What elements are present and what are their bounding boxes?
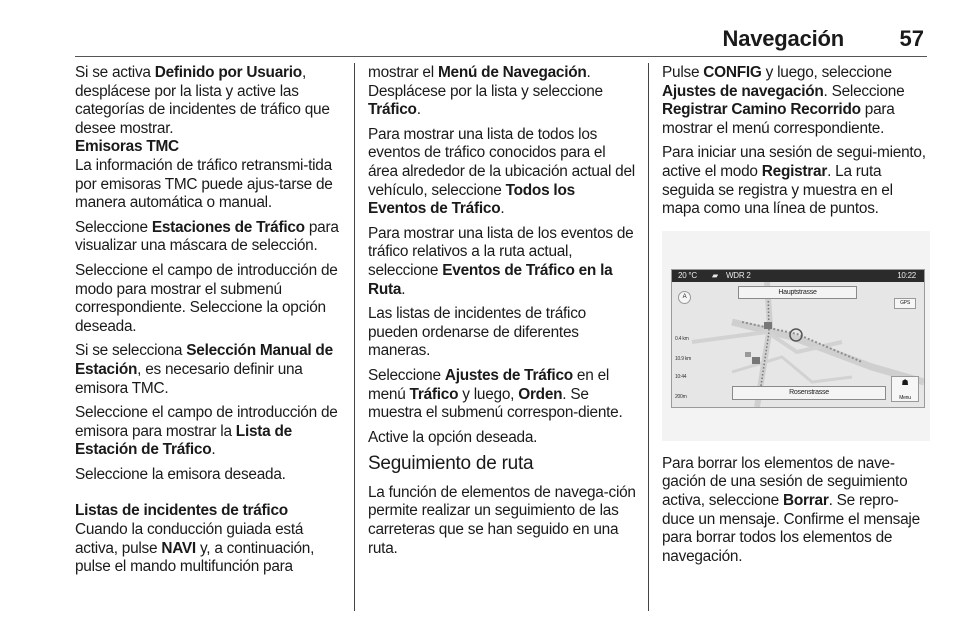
column-2 [368, 64, 636, 564]
paragraph: Cuando la conducción guiada está activa, pulse NAVI y, a continuación, pulse el mando multifunción para [75, 521, 315, 576]
menu-label: Menu [899, 394, 911, 401]
paragraph: Active la opción deseada. [368, 428, 538, 446]
arrival-time: 10:44 [675, 373, 687, 380]
gps-button[interactable]: GPS [894, 298, 916, 309]
map-scale: 200m [675, 393, 687, 400]
menu-button[interactable] [891, 376, 919, 402]
subheading-tmc: Emisoras TMC [75, 138, 179, 156]
paragraph: Para iniciar una sesión de segui-miento, active el modo Registrar. La ruta seguida se registra y muestra en el mapa como una línea de puntos. [662, 144, 926, 218]
paragraph: Seleccione la emisora deseada. [75, 465, 286, 483]
temperature: 20 °C [678, 270, 697, 280]
paragraph: Seleccione Estaciones de Tráfico para visualizar una máscara de selección. [75, 218, 339, 255]
navigation-screen [671, 269, 925, 408]
clock: 10:22 [897, 270, 916, 280]
column-1 [75, 64, 347, 583]
navigation-screen-figure [662, 231, 930, 441]
header-divider [75, 56, 927, 57]
paragraph: La información de tráfico retransmi-tida por emisoras TMC puede ajus-tarse de manera automática o manual. [75, 156, 333, 212]
paragraph: Para mostrar una lista de los eventos de tráfico relativos a la ruta actual, seleccione Eventos de Tráfico en la Ruta. [368, 224, 634, 298]
paragraph: Si se activa Definido por Usuario, desplácese por la lista y active las categorías de incidentes de tráfico que desee mostrar. [75, 64, 330, 137]
paragraph: Seleccione el campo de introducción de modo para mostrar el submenú correspondiente. Seleccione la opción deseada. [75, 261, 338, 335]
page-number: 57 [899, 26, 924, 51]
paragraph: La función de elementos de navega-ción permite realizar un seguimiento de las carreteras que se han seguido en una ruta. [368, 483, 636, 557]
paragraph: Para mostrar una lista de todos los eventos de tráfico conocidos para el área alrededor de la ubicación actual del vehículo, seleccione Todos los Eventos de Tráfico. [368, 125, 635, 218]
station-name: WDR 2 [726, 270, 751, 280]
page-header [0, 0, 960, 56]
subheading-traffic-lists: Listas de incidentes de tráfico [75, 502, 288, 520]
status-bar [672, 270, 924, 282]
next-street: Rosenstrasse [732, 386, 886, 400]
column-divider [648, 63, 649, 611]
paragraph: Seleccione Ajustes de Tráfico en el menú Tráfico y luego, Orden. Se muestra el submenú correspon-diente. [368, 366, 623, 422]
menu-icon: ☗ [901, 377, 909, 387]
column-divider [354, 63, 355, 611]
current-street: Hauptstrasse [738, 286, 857, 299]
heading-route-tracking: Seguimiento de ruta [368, 453, 534, 475]
paragraph: Pulse CONFIG y luego, seleccione Ajustes de navegación. Seleccione Registrar Camino Recorrido para mostrar el menú correspondiente. [662, 64, 905, 137]
distance-2: 10.9 km [675, 355, 692, 362]
paragraph: Si se selecciona Selección Manual de Estación, es necesario definir una emisora TMC. [75, 342, 333, 397]
radio-icon: ▰ [712, 270, 718, 280]
section-title: Navegación [722, 26, 844, 51]
paragraph: Las listas de incidentes de tráfico pueden ordenarse de diferentes maneras. [368, 305, 586, 360]
zoom-button[interactable]: A [678, 291, 691, 304]
distance-1: 0.4 km [675, 335, 689, 342]
paragraph: mostrar el Menú de Navegación. Desplácese por la lista y seleccione Tráfico. [368, 64, 603, 119]
paragraph: Seleccione el campo de introducción de emisora para mostrar la Lista de Estación de Tráfico. [75, 404, 338, 459]
paragraph: Para borrar los elementos de nave-gación de una sesión de seguimiento activa, seleccione Borrar. Se repro-duce un mensaje. Confirme el mensaje para borrar todos los elementos de navegación. [662, 454, 920, 565]
column-3 [662, 64, 930, 572]
